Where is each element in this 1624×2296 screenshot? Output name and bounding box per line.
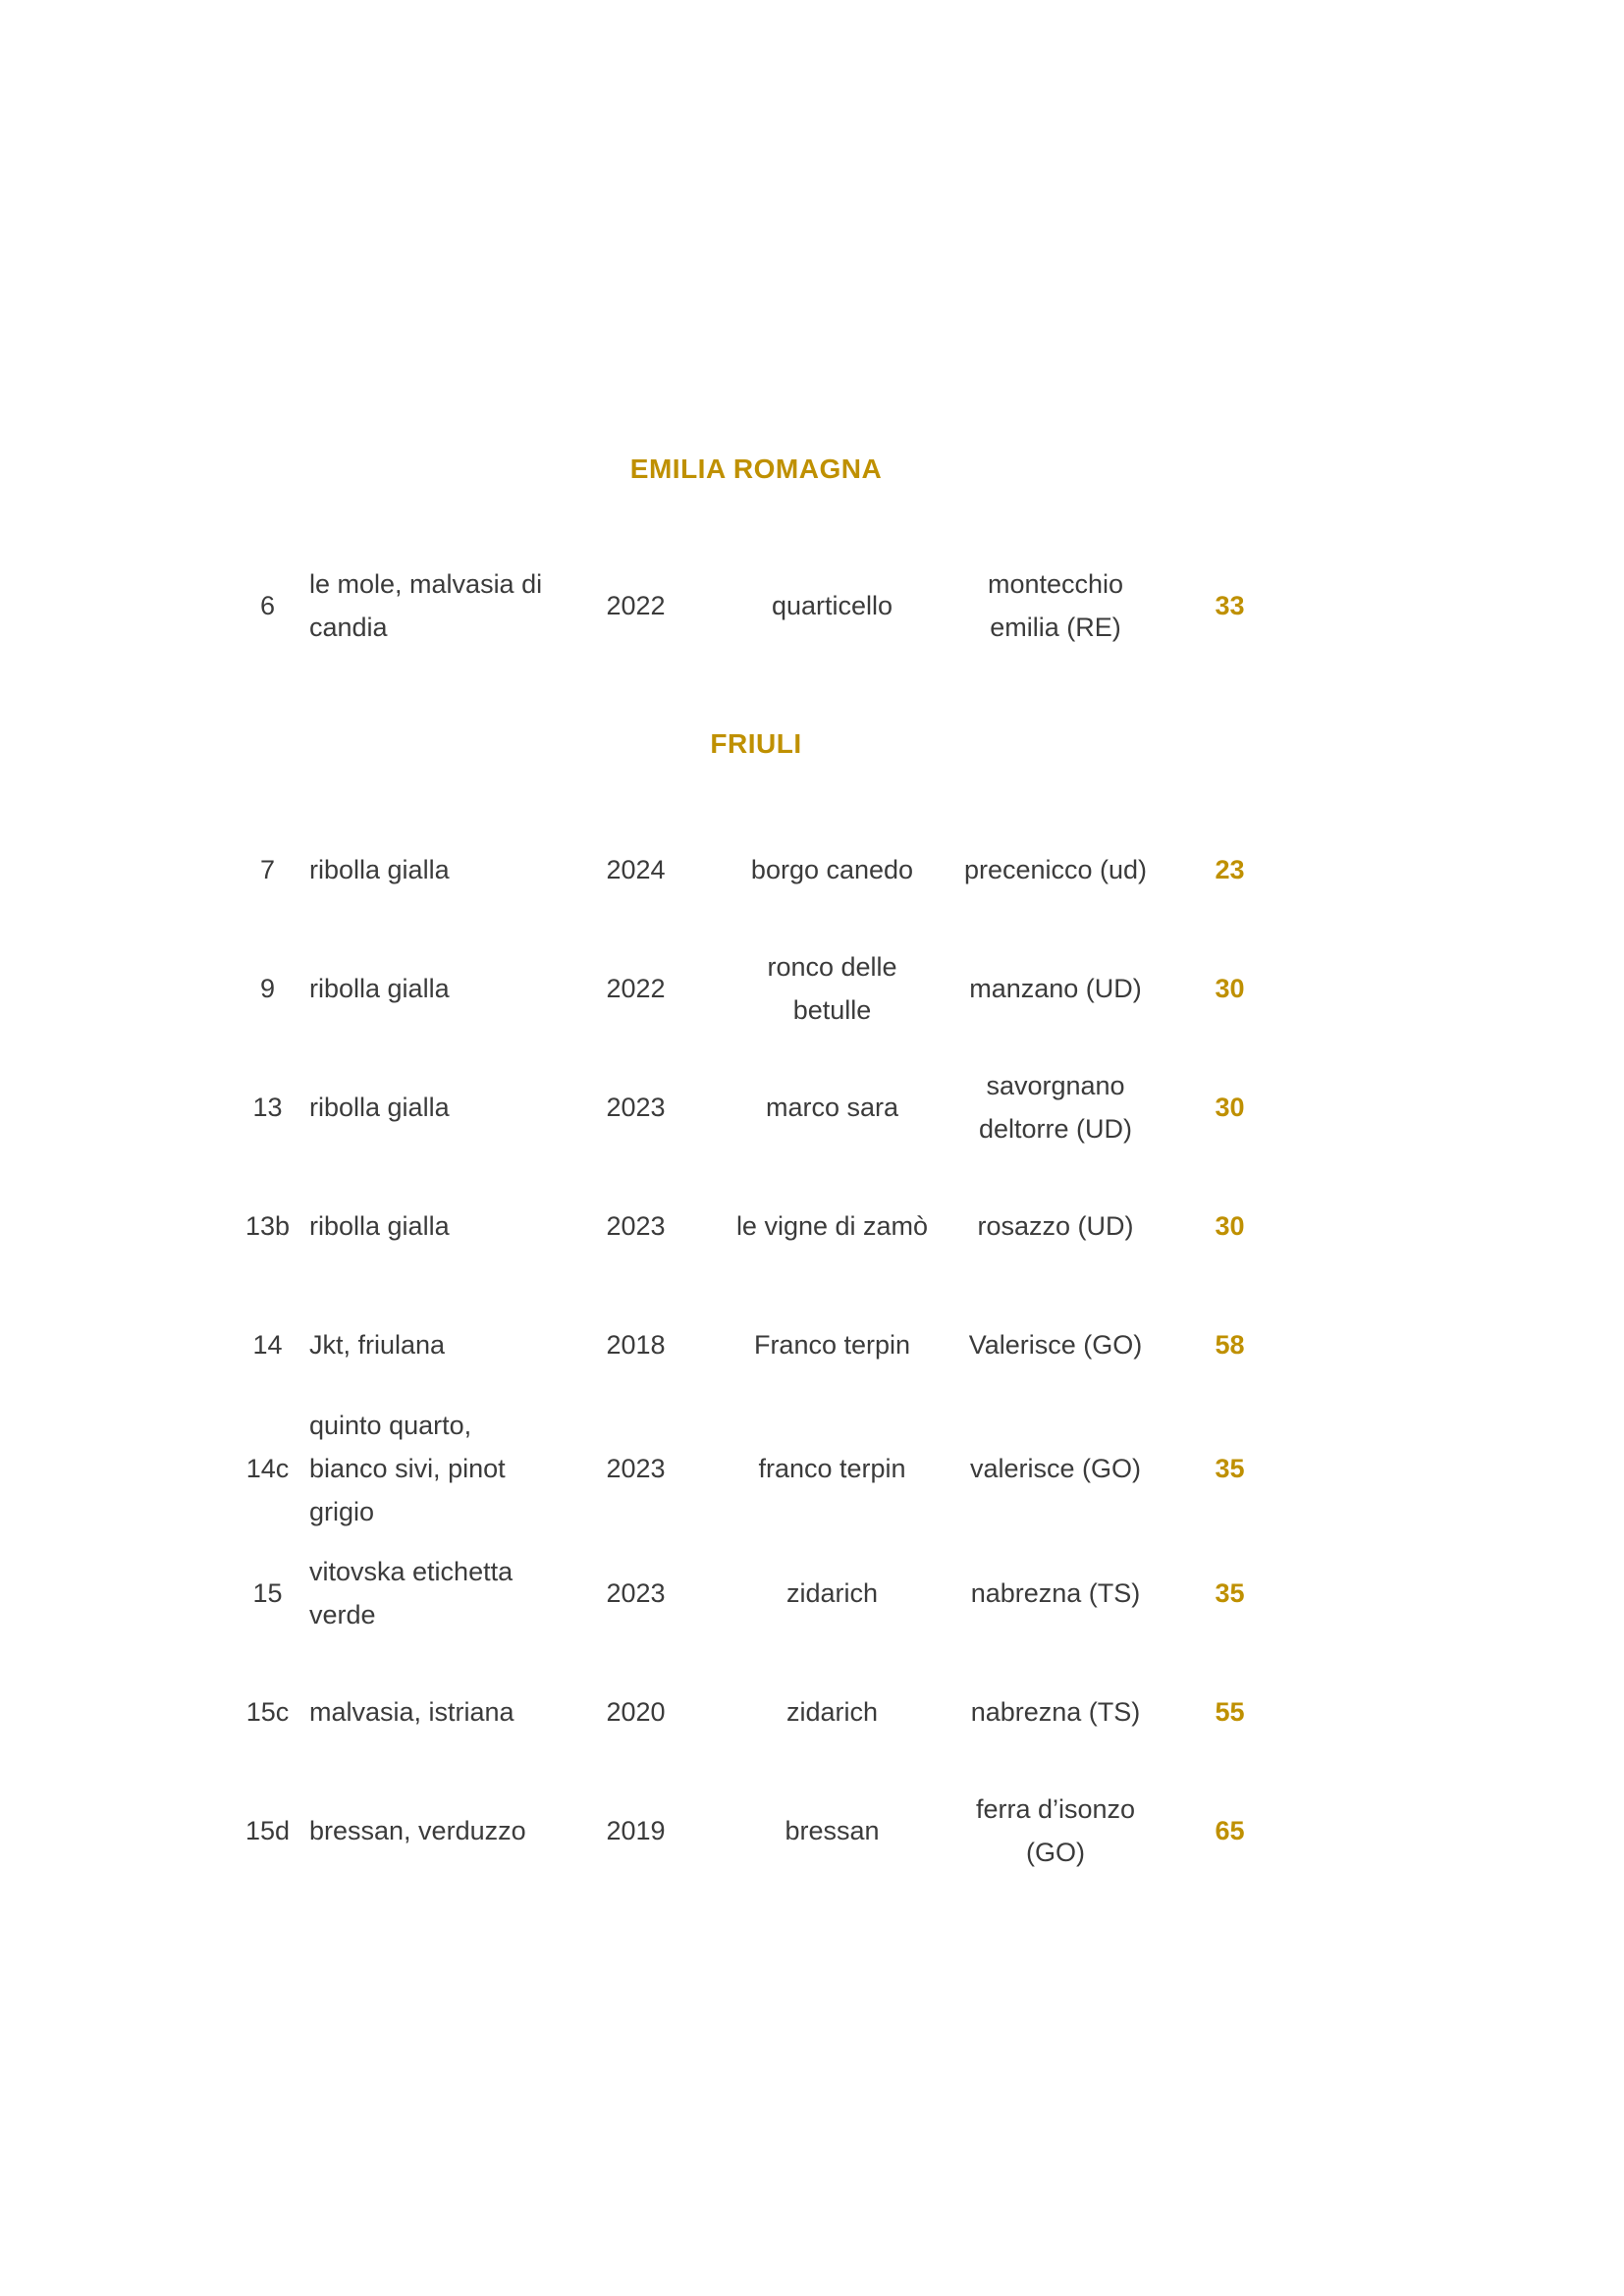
wine-row <box>226 1047 1286 1166</box>
wine-name: bressan, verduzzo <box>309 1815 526 1845</box>
wine-producer: le vigne di zamò <box>735 1210 929 1241</box>
wine-location: valerisce (GO) <box>969 1454 1142 1483</box>
wine-row <box>226 929 1286 1047</box>
section-title-emilia-romagna: EMILIA ROMAGNA <box>629 454 883 484</box>
wine-number: 14c <box>245 1454 290 1483</box>
wine-row <box>226 1285 1286 1404</box>
wine-location: nabrezna (TS) <box>970 1577 1141 1608</box>
wine-number: 6 <box>259 590 276 620</box>
wine-name: Jkt, friulana <box>309 1329 446 1360</box>
wine-vintage: 2023 <box>606 1092 666 1122</box>
wine-name: ribolla gialla <box>309 854 450 884</box>
wine-name: malvasia, istriana <box>309 1696 514 1727</box>
wine-vintage: 2024 <box>606 854 666 884</box>
wine-vintage: 2023 <box>606 1454 666 1483</box>
wine-number: 14 <box>252 1329 283 1360</box>
wine-vintage: 2023 <box>606 1210 666 1241</box>
wine-price: 23 <box>1215 854 1245 884</box>
wine-producer: marco sara <box>765 1092 899 1122</box>
section-rows-emilia-romagna <box>226 546 1286 665</box>
wine-number: 13 <box>252 1092 283 1122</box>
wine-vintage: 2019 <box>606 1815 666 1845</box>
wine-number: 13b <box>244 1210 291 1241</box>
wine-price: 30 <box>1215 1092 1245 1122</box>
wine-number: 7 <box>259 854 276 884</box>
wine-name: ribolla gialla <box>309 1210 450 1241</box>
section-friuli <box>226 727 1286 1890</box>
wine-location: manzano (UD) <box>969 973 1142 1003</box>
wine-producer: Franco terpin <box>753 1329 911 1360</box>
wine-price: 33 <box>1215 590 1245 620</box>
wine-row <box>226 810 1286 929</box>
wine-row <box>226 1652 1286 1771</box>
section-title-friuli: FRIULI <box>710 728 802 759</box>
wine-name: ribolla gialla <box>309 1092 450 1122</box>
wine-price: 35 <box>1215 1454 1245 1483</box>
wine-name: le mole, malvasia di candia <box>309 568 543 642</box>
wine-row <box>226 1166 1286 1285</box>
wine-price: 30 <box>1215 1210 1245 1241</box>
wine-location: rosazzo (UD) <box>977 1210 1134 1241</box>
wine-vintage: 2020 <box>606 1696 666 1727</box>
wine-location: precenicco (ud) <box>963 854 1148 884</box>
wine-location: Valerisce (GO) <box>968 1329 1143 1360</box>
wine-number: 15c <box>245 1696 290 1727</box>
wine-number: 15d <box>244 1815 291 1845</box>
wine-producer: quarticello <box>771 590 893 620</box>
wine-producer: franco terpin <box>758 1454 906 1483</box>
wine-location: ferra d’isonzo (GO) <box>975 1793 1136 1867</box>
wine-producer: ronco delle betulle <box>767 951 897 1025</box>
wine-price: 30 <box>1215 973 1245 1003</box>
wine-price: 35 <box>1215 1577 1245 1608</box>
wine-row <box>226 1404 1286 1533</box>
wine-vintage: 2023 <box>606 1577 666 1608</box>
wine-vintage: 2018 <box>606 1329 666 1360</box>
wine-producer: zidarich <box>785 1577 879 1608</box>
wine-price: 65 <box>1215 1815 1245 1845</box>
wine-name: vitovska etichetta verde <box>309 1556 514 1629</box>
wine-row <box>226 1771 1286 1890</box>
wine-producer: bressan <box>785 1815 880 1845</box>
wine-list-content <box>226 0 1286 1890</box>
wine-number: 15 <box>252 1577 283 1608</box>
wine-location: savorgnano deltorre (UD) <box>978 1070 1133 1144</box>
section-rows-friuli <box>226 810 1286 1890</box>
wine-vintage: 2022 <box>606 590 666 620</box>
wine-row <box>226 1533 1286 1652</box>
wine-producer: zidarich <box>785 1696 879 1727</box>
wine-price: 55 <box>1215 1696 1245 1727</box>
wine-vintage: 2022 <box>606 973 666 1003</box>
wine-name: ribolla gialla <box>309 973 450 1003</box>
wine-price: 58 <box>1215 1329 1245 1360</box>
wine-name: quinto quarto, bianco sivi, pinot grigio <box>309 1411 506 1526</box>
wine-producer: borgo canedo <box>750 854 914 884</box>
wine-location: nabrezna (TS) <box>970 1696 1141 1727</box>
wine-location: montecchio emilia (RE) <box>987 568 1124 642</box>
wine-number: 9 <box>259 973 276 1003</box>
section-emilia-romagna <box>226 453 1286 665</box>
wine-row <box>226 546 1286 665</box>
